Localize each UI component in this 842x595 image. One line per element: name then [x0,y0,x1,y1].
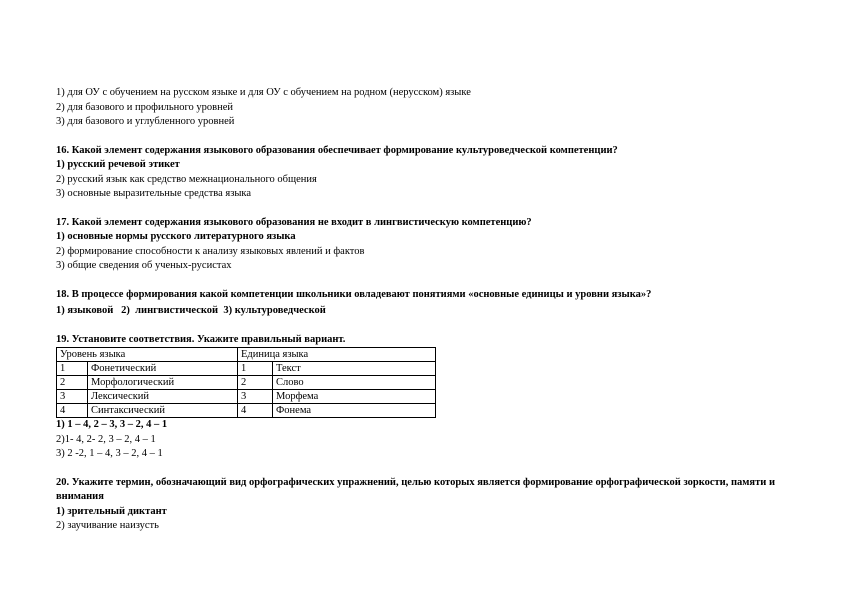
table-cell: Морфологический [88,376,238,390]
option-19-3: 3) 2 -2, 1 – 4, 3 – 2, 4 – 1 [56,448,163,459]
option-16-3: 3) основные выразительные средства языка [56,188,252,199]
option-18-line: 1) языковой 2) лингвистической 3) культуроведческой [56,305,326,316]
option-16-2: 2) русский язык как средство межнационального общения [56,173,317,185]
table-cell: 3 [57,390,88,404]
question-18 [56,288,796,319]
table-row [57,404,436,418]
table-cell: 3 [238,390,273,404]
question-17 [56,216,796,274]
table-cell: 2 [57,376,88,390]
table-cell: Синтаксический [88,404,238,418]
option-16-1: 1) русский речевой этикет [56,159,180,170]
table-cell: Лексический [88,390,238,404]
matching-table [56,347,436,418]
table-cell: Текст [273,362,436,376]
option-15-3: 3) для базового и углубленного уровней [56,116,235,127]
table-header-row [57,348,436,362]
option-15-2: 2) для базового и профильного уровней [56,101,234,113]
option-17-2: 2) формирование способности к анализу языковых явлений и фактов [56,245,365,257]
question-18-text: 18. В процессе формирования какой компетенции школьники овладевают понятиями «основные единицы и уровни языка»? [56,288,652,300]
question-16-text: 16. Какой элемент содержания языкового образования обеспечивает формирование культуроведческой компетенции? [56,144,618,156]
table-cell: Фонетический [88,362,238,376]
question-20-text: 20. Укажите термин, обозначающий вид орфографических упражнений, целью которых является формирование орфографической зоркости, памяти и внимания [56,476,775,502]
question-16 [56,144,796,202]
option-19-1: 1) 1 – 4, 2 – 3, 3 – 2, 4 – 1 [56,419,168,430]
header-language-level: Уровень языка [57,348,238,362]
table-cell: 1 [57,362,88,376]
table-cell: 4 [238,404,273,418]
option-19-2: 2)1- 4, 2- 2, 3 – 2, 4 – 1 [56,433,156,445]
question-15-options [56,86,796,130]
table-cell: 2 [238,376,273,390]
table-cell: 1 [238,362,273,376]
question-19 [56,333,796,462]
option-17-1: 1) основные нормы русского литературного языка [56,231,296,242]
table-cell: Фонема [273,404,436,418]
table-row [57,390,436,404]
option-17-3: 3) общие сведения об ученых-русистах [56,260,232,271]
option-15-1: 1) для ОУ с обучением на русском языке и для ОУ с обучением на родном (нерусском) языке [56,87,471,98]
table-cell: Морфема [273,390,436,404]
option-20-1: 1) зрительный диктант [56,505,167,517]
table-row [57,362,436,376]
option-20-2: 2) заучивание наизусть [56,520,159,531]
table-cell: 4 [57,404,88,418]
question-19-text: 19. Установите соответствия. Укажите правильный вариант. [56,333,346,345]
question-20 [56,476,796,534]
question-17-text: 17. Какой элемент содержания языкового образования не входит в лингвистическую компетенцию? [56,216,532,228]
table-row [57,376,436,390]
table-cell: Слово [273,376,436,390]
header-language-unit: Единица языка [238,348,436,362]
document-page [56,86,796,534]
